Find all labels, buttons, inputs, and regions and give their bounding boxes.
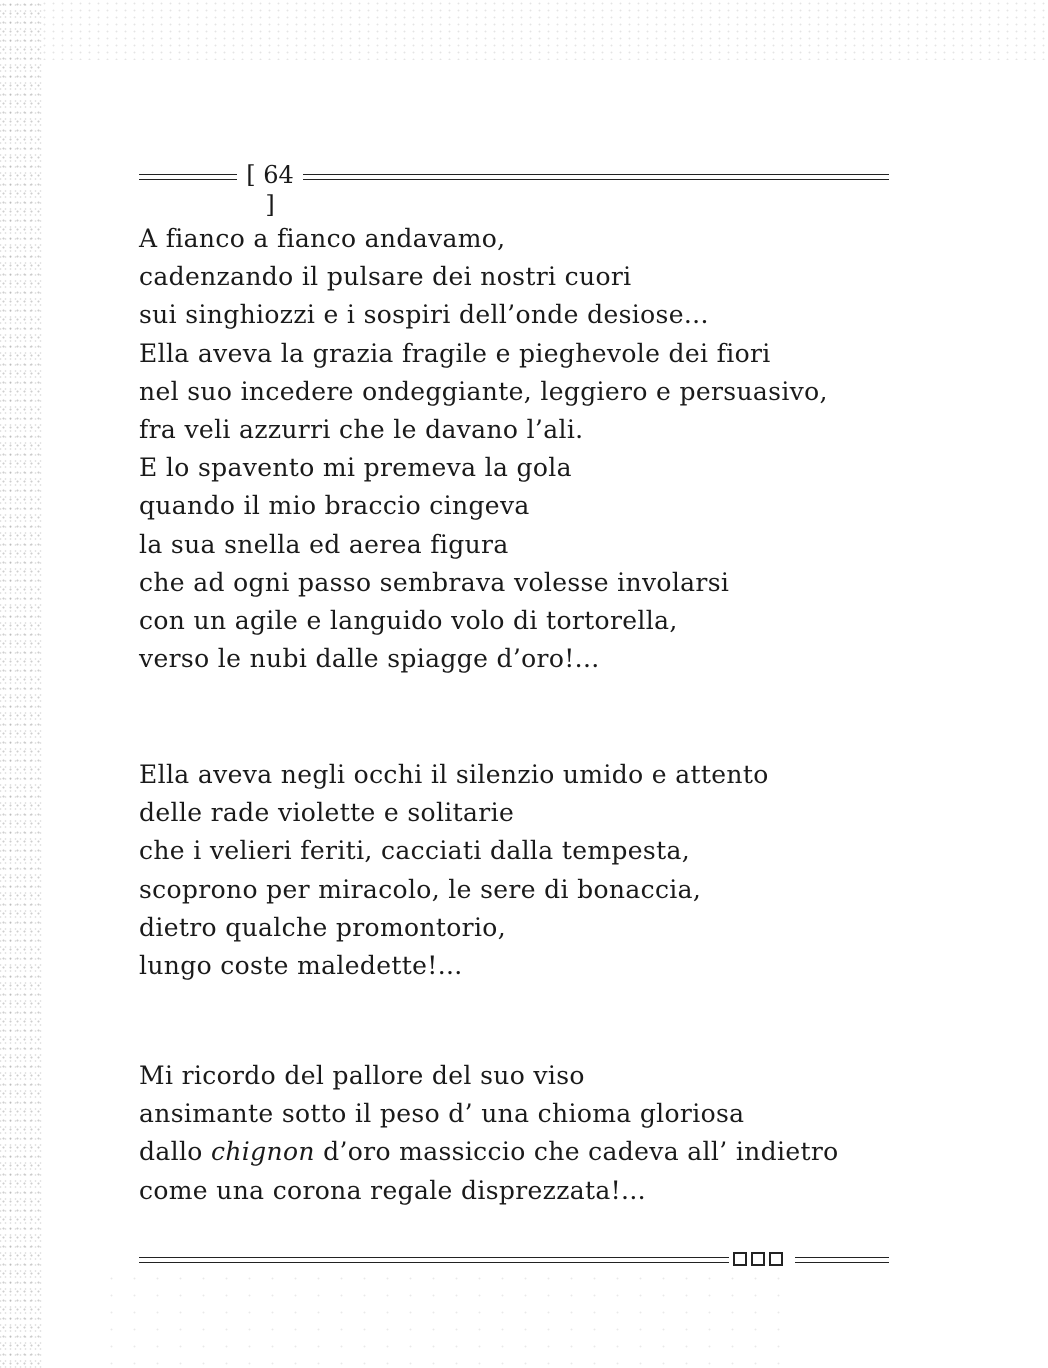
stanza-3 bbox=[139, 1057, 859, 1210]
stanza-1 bbox=[139, 220, 859, 678]
footer-rule-right bbox=[795, 1257, 889, 1263]
stanza-2 bbox=[139, 756, 859, 985]
square-icon bbox=[733, 1252, 747, 1266]
poem-line: che i velieri feriti, cacciati dalla tempesta, bbox=[139, 836, 691, 866]
poem-line: con un agile e languido volo di tortorella, bbox=[139, 606, 678, 636]
poem-line: come una corona regale disprezzata!... bbox=[139, 1175, 646, 1205]
poem-line: dietro qualche promontorio, bbox=[139, 912, 506, 942]
poem-line: Mi ricordo del pallore del suo viso bbox=[139, 1061, 585, 1090]
poem-line bbox=[139, 1133, 859, 1171]
poem-line: sui singhiozzi e i sospiri dell’onde desiose... bbox=[139, 300, 709, 330]
poem-line: delle rade violette e solitarie bbox=[139, 798, 515, 828]
header-rule-right bbox=[303, 174, 889, 180]
poem-line: che ad ogni passo sembrava volesse involarsi bbox=[139, 567, 730, 597]
poem-line: Ella aveva negli occhi il silenzio umido e attento bbox=[139, 760, 769, 789]
header-rule-left bbox=[139, 174, 237, 180]
line-segment: d’oro massiccio che cadeva all’ indietro bbox=[314, 1137, 839, 1167]
page-header bbox=[139, 160, 889, 219]
poem-line: cadenzando il pulsare dei nostri cuori bbox=[139, 262, 632, 292]
footer-rule-left bbox=[139, 1257, 729, 1263]
poem-line: scoprono per miracolo, le sere di bonaccia, bbox=[139, 874, 702, 904]
poem-line: la sua snella ed aerea figura bbox=[139, 529, 509, 559]
poem-line: fra veli azzurri che le davano l’ali. bbox=[139, 415, 584, 445]
poem-line: E lo spavento mi premeva la gola bbox=[139, 453, 572, 483]
poem-line: Ella aveva la grazia fragile e pieghevole dei fiori bbox=[139, 338, 771, 368]
poem-line: lungo coste maledette!... bbox=[139, 951, 463, 981]
poem-line: A fianco a fianco andavamo, bbox=[139, 224, 506, 253]
italic-word: chignon bbox=[211, 1137, 315, 1167]
scan-noise-left-margin bbox=[0, 0, 42, 1368]
square-icon bbox=[751, 1252, 765, 1266]
scan-noise-top-margin bbox=[40, 0, 1048, 60]
three-squares-ornament-icon bbox=[733, 1252, 791, 1268]
poem-line: quando il mio braccio cingeva bbox=[139, 491, 530, 521]
page-number: [ 64 ] bbox=[246, 161, 294, 219]
poem-line: ansimante sotto il peso d’ una chioma gloriosa bbox=[139, 1099, 745, 1129]
page-footer bbox=[139, 1250, 889, 1270]
poem-line: nel suo incedere ondeggiante, leggiero e persuasivo, bbox=[139, 376, 828, 406]
square-icon bbox=[769, 1252, 783, 1266]
scan-noise-bottom-margin bbox=[100, 1270, 800, 1368]
line-segment: dallo bbox=[139, 1137, 211, 1167]
poem-line: verso le nubi dalle spiagge d’oro!... bbox=[139, 644, 600, 674]
